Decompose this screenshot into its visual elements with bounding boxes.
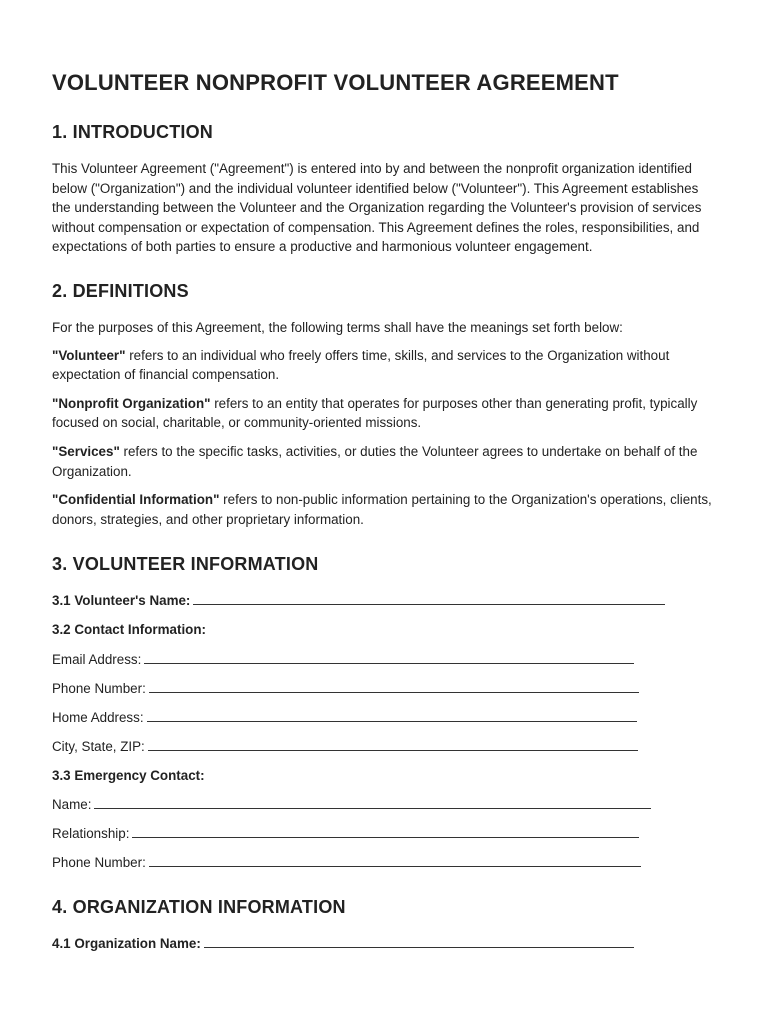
definition-term: "Confidential Information" <box>52 492 220 508</box>
emergency-relationship-label: Relationship: <box>52 826 130 842</box>
definition-confidential-information <box>52 490 720 529</box>
definitions-section <box>52 281 720 529</box>
organization-information-section <box>52 897 720 954</box>
organization-name-field[interactable] <box>204 934 634 948</box>
city-state-zip-field[interactable] <box>148 737 638 751</box>
definition-services <box>52 442 720 481</box>
volunteer-name-field[interactable] <box>193 591 665 605</box>
email-field[interactable] <box>144 650 634 664</box>
city-state-zip-label: City, State, ZIP: <box>52 738 145 754</box>
emergency-relationship-row <box>52 824 720 844</box>
document-title: VOLUNTEER NONPROFIT VOLUNTEER AGREEMENT <box>52 70 619 95</box>
definition-text: refers to an entity that operates for purposes other than generating profit, typically focused on social, charitable, or community-oriented missions. <box>52 395 698 431</box>
organization-name-row <box>52 934 720 954</box>
emergency-phone-row <box>52 853 720 873</box>
emergency-phone-field[interactable] <box>149 853 641 867</box>
phone-field[interactable] <box>149 679 639 693</box>
emergency-name-row <box>52 795 720 815</box>
definition-term: "Nonprofit Organization" <box>52 395 211 411</box>
definition-nonprofit-organization <box>52 394 720 433</box>
introduction-section <box>52 122 720 257</box>
introduction-body: This Volunteer Agreement ("Agreement") is entered into by and between the nonprofit organization identified below ("Organization") and the individual volunteer identified below ("Volunteer"). This Agreement establishes the understanding between the Volunteer and the Organization regarding the Volunteer's provision of services without compensation or expectation of compensation. This Agreement defines the roles, responsibilities, and expectations of both parties to ensure a productive and harmonious volunteer engagement. <box>52 161 702 255</box>
email-row <box>52 650 720 670</box>
home-address-label: Home Address: <box>52 709 144 725</box>
phone-row <box>52 679 720 699</box>
emergency-name-field[interactable] <box>94 795 651 809</box>
organization-information-heading: 4. ORGANIZATION INFORMATION <box>52 896 346 917</box>
volunteer-name-row <box>52 591 720 611</box>
emergency-relationship-field[interactable] <box>132 824 639 838</box>
definition-term: "Volunteer" <box>52 347 126 363</box>
definition-volunteer <box>52 346 720 385</box>
volunteer-information-section <box>52 554 720 872</box>
organization-name-label: 4.1 Organization Name: <box>52 935 201 951</box>
emergency-contact-heading: 3.3 Emergency Contact: <box>52 767 205 783</box>
volunteer-information-heading: 3. VOLUNTEER INFORMATION <box>52 554 319 575</box>
city-state-zip-row <box>52 737 720 757</box>
volunteer-name-label: 3.1 Volunteer's Name: <box>52 593 191 609</box>
home-address-row <box>52 708 720 728</box>
phone-label: Phone Number: <box>52 680 146 696</box>
definitions-heading: 2. DEFINITIONS <box>52 280 189 301</box>
email-label: Email Address: <box>52 651 142 667</box>
definition-text: refers to the specific tasks, activities, or duties the Volunteer agrees to undertake on behalf of the Organization. <box>52 443 698 479</box>
contact-information-heading: 3.2 Contact Information: <box>52 622 206 638</box>
emergency-name-label: Name: <box>52 796 92 812</box>
definition-text: refers to an individual who freely offers time, skills, and services to the Organization without expectation of financial compensation. <box>52 347 670 383</box>
definition-term: "Services" <box>52 443 120 459</box>
introduction-heading: 1. INTRODUCTION <box>52 122 214 142</box>
home-address-field[interactable] <box>147 708 637 722</box>
definition-text: refers to non-public information pertaining to the Organization's operations, clients, donors, strategies, and other proprietary information. <box>52 492 712 527</box>
emergency-phone-label: Phone Number: <box>52 855 146 871</box>
definitions-intro: For the purposes of this Agreement, the following terms shall have the meanings set forth below: <box>52 319 623 335</box>
